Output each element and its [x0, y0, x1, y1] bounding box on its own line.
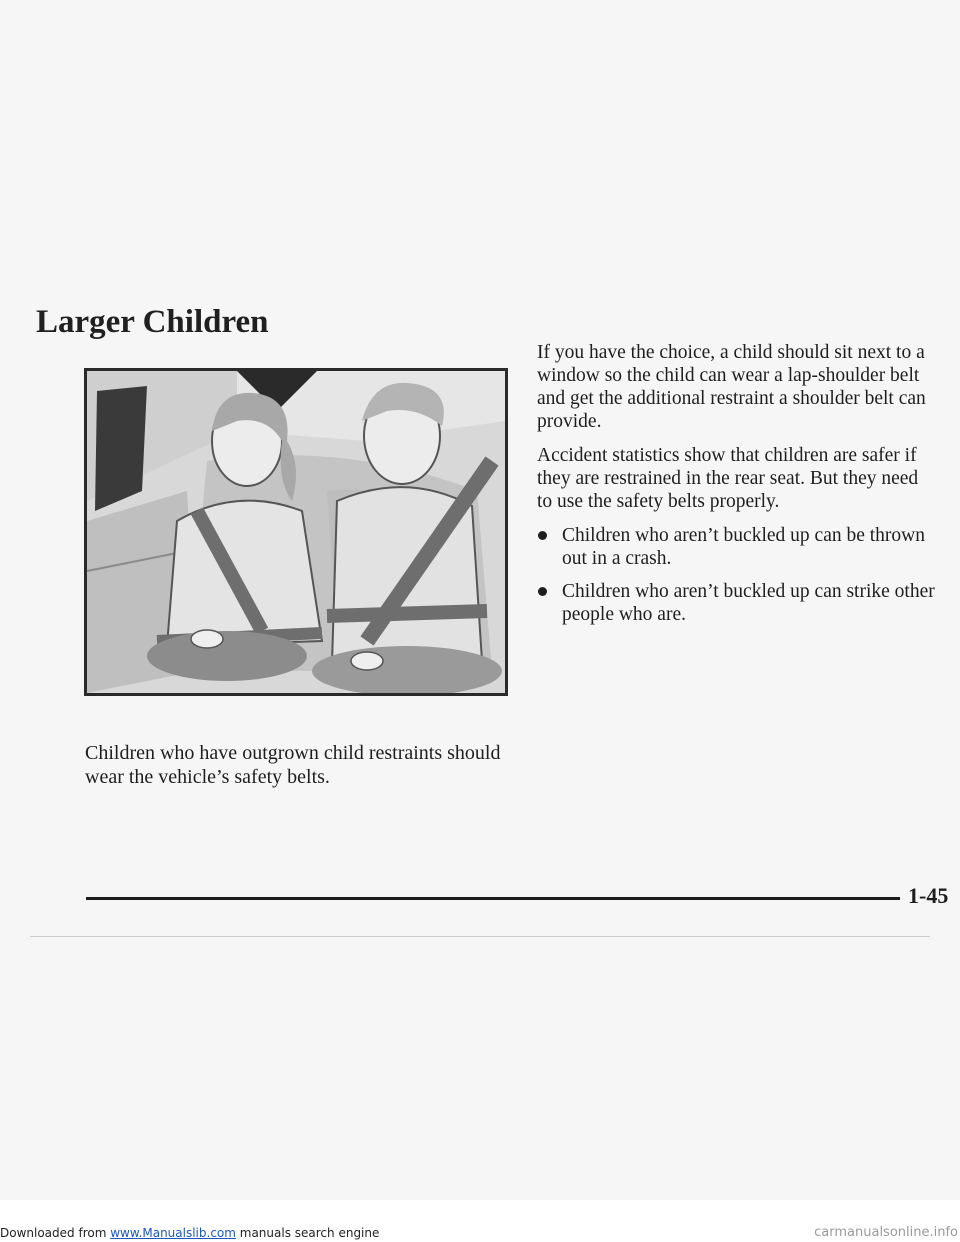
bullet-item	[537, 524, 937, 570]
bullet-icon	[538, 587, 547, 596]
bullet-item	[537, 580, 937, 626]
manualslib-link[interactable]: www.Manualslib.com	[110, 1226, 236, 1240]
bottom-divider	[30, 936, 930, 937]
footer-suffix: manuals search engine	[235, 1226, 380, 1240]
page-rule	[86, 897, 900, 900]
footer-prefix: Downloaded from	[0, 1226, 111, 1240]
body-text-column	[537, 341, 937, 636]
body-paragraph: If you have the choice, a child should sit next to a window so the child can wear a lap-shoulder belt and get the additional restraint a shoulder belt can provide.	[537, 342, 926, 432]
bullet-text: Children who aren’t buckled up can be thrown out in a crash.	[562, 525, 925, 569]
figure-caption: Children who have outgrown child restraints should wear the vehicle’s safety belts.	[85, 742, 501, 788]
download-footer	[0, 1224, 379, 1242]
watermark-text: carmanualsonline.info	[814, 1225, 958, 1240]
page-title: Larger Children	[36, 304, 269, 340]
bullet-icon	[538, 531, 547, 540]
children-seatbelt-illustration	[84, 368, 508, 696]
bullet-list	[537, 524, 937, 626]
page-number: 1-45	[908, 883, 949, 908]
body-paragraph: Accident statistics show that children are safer if they are restrained in the rear seat. But they need to use the safety belts properly.	[537, 445, 919, 512]
bullet-text: Children who aren’t buckled up can strike other people who are.	[562, 581, 935, 625]
